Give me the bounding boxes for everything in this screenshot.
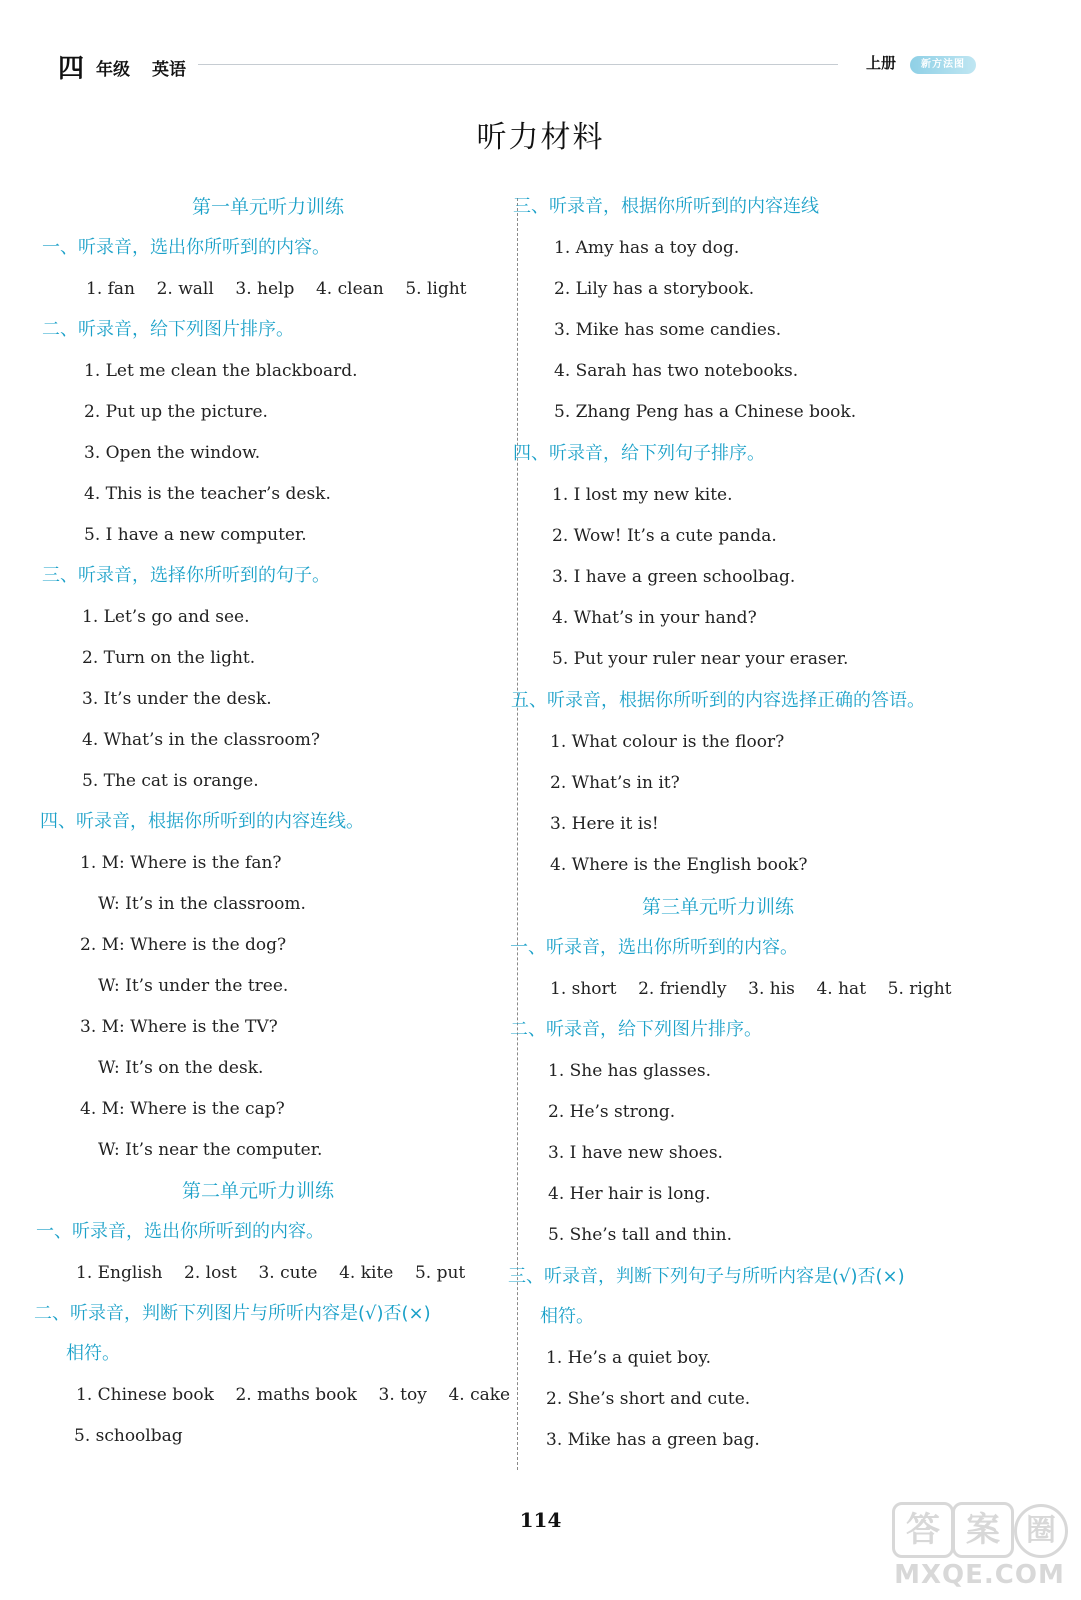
- list-item: 2. What’s in it?: [550, 773, 680, 793]
- section-heading-cont: 相符。: [540, 1306, 594, 1327]
- dialogue-line: W: It’s on the desk.: [98, 1058, 264, 1078]
- list-item: 3. Mike has a green bag.: [546, 1430, 760, 1450]
- list-item: 5. The cat is orange.: [82, 771, 259, 791]
- watermark-char: 答: [892, 1502, 954, 1558]
- list-item: 1. She has glasses.: [548, 1061, 711, 1081]
- section-heading: 一、听录音，选出你所听到的内容。: [42, 237, 330, 258]
- list-item: 3. Open the window.: [84, 443, 261, 463]
- page-number: 114: [519, 1508, 562, 1532]
- list-item: 5. I have a new computer.: [84, 525, 307, 545]
- section-heading: 二、听录音，给下列图片排序。: [510, 1019, 762, 1040]
- section-heading: 一、听录音，选出你所听到的内容。: [36, 1221, 324, 1242]
- list-item: 5. Put your ruler near your eraser.: [552, 649, 849, 669]
- grade-number: 四: [58, 54, 85, 84]
- list-item: 4. What’s in the classroom?: [82, 730, 320, 750]
- word-list: 5. schoolbag: [74, 1426, 183, 1446]
- list-item: 5. Zhang Peng has a Chinese book.: [554, 402, 857, 422]
- volume-label: 上册: [866, 54, 897, 72]
- unit-heading: 第二单元听力训练: [181, 1180, 334, 1202]
- list-item: 1. What colour is the floor?: [550, 732, 785, 752]
- list-item: 3. It’s under the desk.: [82, 689, 272, 709]
- list-item: 3. Here it is!: [550, 814, 659, 834]
- dialogue-line: 1. M: Where is the fan?: [80, 853, 282, 873]
- header-rule: [198, 64, 838, 65]
- word-list: 1. English 2. lost 3. cute 4. kite 5. put: [76, 1263, 466, 1283]
- list-item: 1. Let me clean the blackboard.: [84, 361, 358, 381]
- dialogue-line: W: It’s under the tree.: [98, 976, 289, 996]
- list-item: 2. She’s short and cute.: [546, 1389, 751, 1409]
- section-heading: 一、听录音，选出你所听到的内容。: [510, 937, 798, 958]
- dialogue-line: 3. M: Where is the TV?: [80, 1017, 278, 1037]
- list-item: 4. Where is the English book?: [550, 855, 808, 875]
- word-list: 1. fan 2. wall 3. help 4. clean 5. light: [86, 279, 467, 299]
- dialogue-line: W: It’s in the classroom.: [98, 894, 306, 914]
- watermark-char: 案: [952, 1502, 1014, 1558]
- brand-badge: 新方法图: [910, 56, 976, 74]
- list-item: 4. Her hair is long.: [548, 1184, 711, 1204]
- list-item: 4. What’s in your hand?: [552, 608, 757, 628]
- section-heading: 三、听录音，选择你所听到的句子。: [42, 565, 330, 586]
- page-title: 听力材料: [476, 120, 605, 155]
- page-header: [0, 0, 1081, 90]
- subject-label: 英语: [152, 60, 186, 80]
- section-heading: 四、听录音，根据你所听到的内容连线。: [40, 811, 364, 832]
- list-item: 2. Lily has a storybook.: [554, 279, 755, 299]
- watermark-logo: [892, 1502, 1067, 1592]
- grade-label: 年级: [96, 60, 130, 80]
- unit-heading: 第一单元听力训练: [191, 196, 344, 218]
- section-heading: 四、听录音，给下列句子排序。: [513, 443, 765, 464]
- list-item: 5. She’s tall and thin.: [548, 1225, 732, 1245]
- list-item: 1. Let’s go and see.: [82, 607, 250, 627]
- dialogue-line: W: It’s near the computer.: [98, 1140, 323, 1160]
- unit-heading: 第三单元听力训练: [641, 896, 794, 918]
- section-heading: 三、听录音，根据你所听到的内容连线: [513, 196, 819, 217]
- section-heading: 二、听录音，判断下列图片与所听内容是(√)否(×): [34, 1303, 431, 1324]
- list-item: 1. He’s a quiet boy.: [546, 1348, 712, 1368]
- list-item: 2. Wow! It’s a cute panda.: [552, 526, 777, 546]
- list-item: 1. Amy has a toy dog.: [554, 238, 740, 258]
- list-item: 1. I lost my new kite.: [552, 485, 733, 505]
- list-item: 2. Put up the picture.: [84, 402, 268, 422]
- list-item: 2. Turn on the light.: [82, 648, 256, 668]
- word-list: 1. short 2. friendly 3. his 4. hat 5. right: [550, 979, 952, 999]
- watermark-circle: 圈: [1014, 1504, 1068, 1558]
- list-item: 4. Sarah has two notebooks.: [554, 361, 799, 381]
- section-heading-cont: 相符。: [66, 1343, 120, 1364]
- list-item: 3. I have new shoes.: [548, 1143, 723, 1163]
- section-heading: 二、听录音，给下列图片排序。: [42, 319, 294, 340]
- dialogue-line: 4. M: Where is the cap?: [80, 1099, 285, 1119]
- list-item: 2. He’s strong.: [548, 1102, 676, 1122]
- dialogue-line: 2. M: Where is the dog?: [80, 935, 287, 955]
- list-item: 3. I have a green schoolbag.: [552, 567, 796, 587]
- word-list: 1. Chinese book 2. maths book 3. toy 4. cake: [76, 1385, 511, 1405]
- section-heading: 三、听录音，判断下列句子与所听内容是(√)否(×): [508, 1266, 905, 1287]
- list-item: 3. Mike has some candies.: [554, 320, 782, 340]
- list-item: 4. This is the teacher’s desk.: [84, 484, 331, 504]
- section-heading: 五、听录音，根据你所听到的内容选择正确的答语。: [511, 690, 925, 711]
- watermark-url: MXQE.COM: [894, 1560, 1065, 1590]
